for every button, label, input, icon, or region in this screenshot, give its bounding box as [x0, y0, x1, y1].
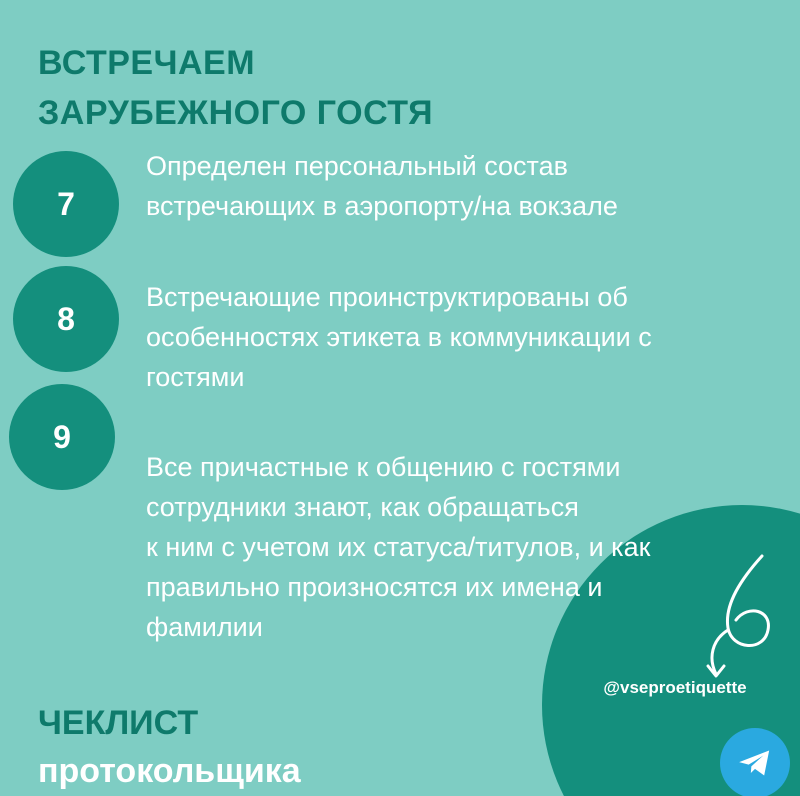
item-text-line: встречающих в аэропорту/на вокзале: [146, 191, 618, 221]
title-line-1: ВСТРЕЧАЕМ: [38, 44, 256, 82]
item-text-line: гостями: [146, 362, 245, 392]
item-text-line: сотрудники знают, как обращаться: [146, 492, 579, 522]
footer-label: ЧЕКЛИСТ: [38, 704, 199, 742]
footer-subtitle: протокольщика: [38, 752, 301, 790]
item-text-line: фамилии: [146, 612, 263, 642]
checklist-item-7: [146, 146, 618, 226]
item-text-line: Встречающие проинструктированы об: [146, 282, 628, 312]
social-handle: @vseproetiquette: [603, 678, 747, 697]
item-text-line: Определен персональный состав: [146, 151, 568, 181]
item-text-line: к ним с учетом их статуса/титулов, и как: [146, 532, 651, 562]
number-badge-8: 8: [13, 266, 119, 372]
item-text-line: правильно произносятся их имена и: [146, 572, 603, 602]
arrow-down-icon: [690, 550, 790, 690]
paper-plane-icon: [735, 743, 775, 783]
title-line-2: ЗАРУБЕЖНОГО ГОСТЯ: [38, 94, 434, 132]
checklist-item-9: [146, 447, 650, 647]
number-badge-7: 7: [13, 151, 119, 257]
item-text-line: Все причастные к общению с гостями: [146, 452, 621, 482]
telegram-icon[interactable]: [720, 728, 790, 796]
page-title: [38, 38, 433, 138]
checklist-item-8: [146, 277, 652, 397]
number-badge-9: 9: [9, 384, 115, 490]
item-text-line: особенностях этикета в коммуникации с: [146, 322, 652, 352]
